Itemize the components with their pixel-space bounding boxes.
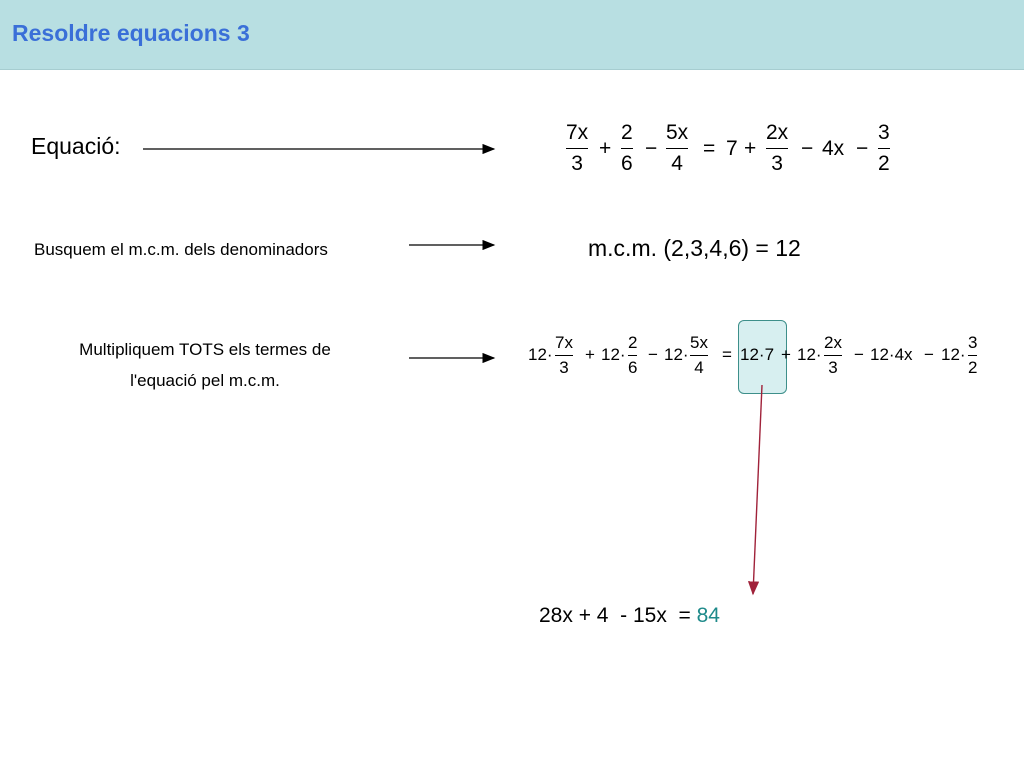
- eq-term-7: 7: [726, 137, 738, 160]
- mul-op-4: −: [854, 345, 864, 364]
- mul-equals: =: [722, 345, 732, 364]
- numerator: 3: [968, 333, 978, 352]
- mul-op-5: −: [924, 345, 934, 364]
- multiply-label-line2: l'equació pel m.c.m.: [130, 371, 280, 390]
- numerator: 2x: [766, 121, 789, 144]
- numerator: 7x: [555, 333, 573, 352]
- multiply-label-line1: Multipliquem TOTS els termes de: [79, 340, 331, 359]
- denominator: 4: [694, 358, 704, 377]
- numerator: 5x: [690, 333, 708, 352]
- page-title: Resoldre equacions 3: [12, 20, 250, 46]
- denominator: 4: [671, 152, 683, 175]
- mul-coef-3: 12·: [664, 345, 689, 364]
- denominator: 3: [771, 152, 783, 175]
- eq-op-5: −: [856, 137, 869, 160]
- mul-coef-1: 12·: [528, 345, 553, 364]
- numerator: 7x: [566, 121, 589, 144]
- numerator: 2: [628, 333, 638, 352]
- find-lcm-label: Busquem el m.c.m. dels denominadors: [34, 240, 328, 259]
- denominator: 3: [828, 358, 838, 377]
- numerator: 3: [878, 121, 890, 144]
- eq-term-4x: 4x: [822, 137, 845, 160]
- mul-coef-4: 12·: [797, 345, 822, 364]
- eq-op-4: −: [801, 137, 814, 160]
- mul-op-2: −: [648, 345, 658, 364]
- numerator: 5x: [666, 121, 689, 144]
- result-highlight: 84: [696, 604, 720, 627]
- numerator: 2: [621, 121, 633, 144]
- denominator: 2: [878, 152, 890, 175]
- numerator: 2x: [824, 333, 842, 352]
- mul-term-12x7: 12·7: [740, 345, 775, 364]
- result-equation: [539, 604, 720, 628]
- denominator: 3: [571, 152, 583, 175]
- mul-term-12x4x: 12·4x: [870, 345, 913, 364]
- lcm-value: m.c.m. (2,3,4,6) = 12: [588, 235, 801, 261]
- equation-label: Equació:: [31, 133, 121, 159]
- mul-coef-2: 12·: [601, 345, 626, 364]
- pointer-arrow: [753, 385, 762, 594]
- mul-coef-5: 12·: [941, 345, 966, 364]
- eq-op-2: −: [645, 137, 658, 160]
- eq-equals: =: [703, 137, 716, 160]
- denominator: 2: [968, 358, 978, 377]
- result-left: 28x + 4 - 15x =: [539, 604, 697, 627]
- mul-op-1: +: [585, 345, 595, 364]
- mul-op-3: +: [781, 345, 791, 364]
- eq-op-1: +: [599, 137, 612, 160]
- denominator: 6: [621, 152, 633, 175]
- eq-op-3: +: [744, 137, 757, 160]
- denominator: 6: [628, 358, 638, 377]
- denominator: 3: [559, 358, 569, 377]
